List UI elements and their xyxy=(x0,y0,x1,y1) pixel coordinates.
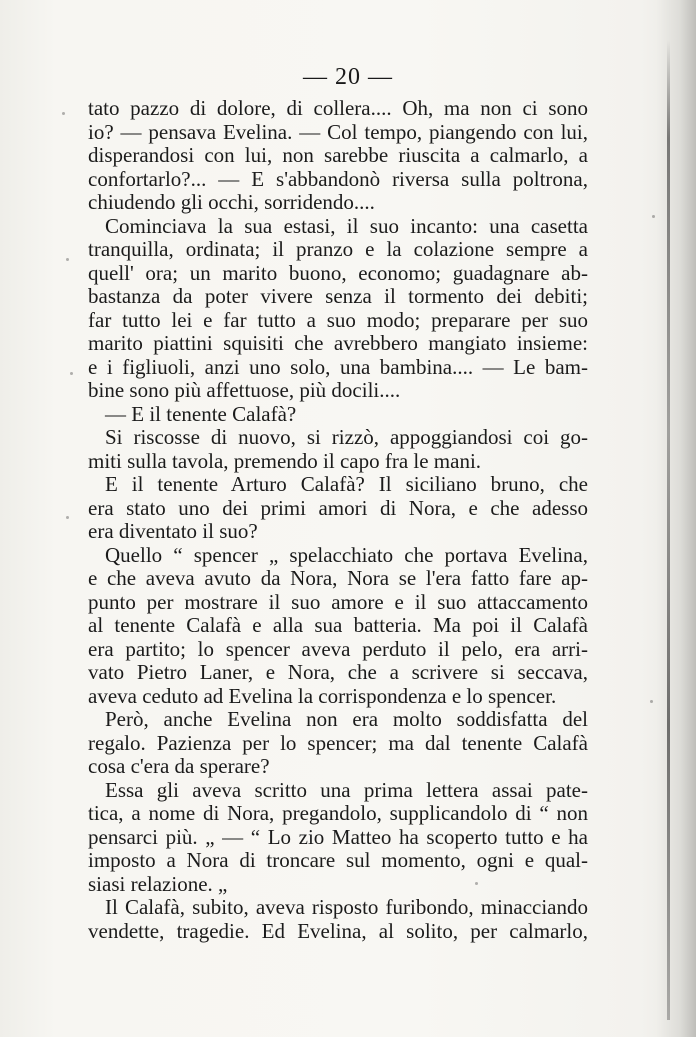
text-line: marito piattini squisiti che avrebbero mangiato insieme: xyxy=(88,331,588,355)
text-line: miti sulla tavola, premendo il capo fra le mani. xyxy=(88,448,482,473)
scan-speck xyxy=(66,258,69,261)
paragraph-7 xyxy=(88,708,588,779)
text-line: tranquilla, ordinata; il pranzo e la colazione sempre a xyxy=(88,237,588,261)
text-line: era partito; lo spencer aveva perduto il pelo, era arri- xyxy=(88,636,588,661)
text-line: cosa c'era da sperare? xyxy=(88,754,270,778)
paragraph-3 xyxy=(88,403,588,427)
paragraph-8 xyxy=(88,779,588,897)
text-line: confortarlo?... — E s'abbandonò riversa sulla poltrona, xyxy=(88,166,588,191)
text-line: punto per mostrare il suo amore e il suo attaccamento xyxy=(88,589,588,614)
scan-speck xyxy=(650,700,653,703)
text-line: bastanza da poter vivere senza il tormento dei debiti; xyxy=(88,284,588,308)
paragraph-5 xyxy=(88,473,588,544)
text-line: pensarci più. „ — “ Lo zio Matteo ha scoperto tutto e ha xyxy=(88,824,588,849)
text-line: era diventato il suo? xyxy=(88,519,258,543)
text-line: Però, anche Evelina non era molto soddisfatta del xyxy=(105,707,588,731)
text-line: Si riscosse di nuovo, si rizzò, appoggiandosi coi go- xyxy=(105,425,588,449)
text-line: e i figliuoli, anzi uno solo, una bambina.... — Le bam- xyxy=(88,354,588,379)
scan-speck xyxy=(652,215,655,218)
paragraph-9 xyxy=(88,896,588,943)
text-line: era stato uno dei primi amori di Nora, e che adesso xyxy=(88,495,588,520)
text-line: chiudendo gli occhi, sorridendo.... xyxy=(88,190,375,214)
text-line: far tutto lei e far tutto a suo modo; preparare per suo xyxy=(88,307,588,332)
text-line: Essa gli aveva scritto una prima lettera assai pate- xyxy=(105,777,588,802)
page-gutter-shadow xyxy=(656,0,696,1037)
text-line: bine sono più affettuose, più docili.... xyxy=(88,378,401,402)
scan-speck xyxy=(70,372,73,375)
text-line: tica, a nome di Nora, pregandolo, supplicandolo di “ non xyxy=(88,801,588,825)
scan-speck xyxy=(66,516,69,519)
text-line: E il tenente Arturo Calafà? Il siciliano bruno, che xyxy=(105,472,588,496)
text-line: imposto a Nora di troncare sul momento, ogni e qual- xyxy=(88,848,588,872)
paragraph-4 xyxy=(88,426,588,473)
text-line: tato pazzo di dolore, di collera.... Oh, ma non ci sono xyxy=(88,96,588,120)
body-text xyxy=(88,97,588,943)
text-line: siasi relazione. „ xyxy=(88,871,228,896)
text-line: Cominciava la sua estasi, il suo incanto: una casetta xyxy=(105,213,588,238)
text-line: io? — pensava Evelina. — Col tempo, piangendo con lui, xyxy=(88,119,588,144)
scan-speck xyxy=(62,112,65,115)
text-line: aveva ceduto ad Evelina la corrispondenza e lo spencer. xyxy=(88,683,557,708)
text-line: al tenente Calafà e alla sua batteria. Ma poi il Calafà xyxy=(88,613,588,637)
text-line: vato Pietro Laner, e Nora, che a scrivere si seccava, xyxy=(88,660,588,684)
scan-speck xyxy=(475,882,478,885)
paragraph-1 xyxy=(88,97,588,215)
paragraph-6 xyxy=(88,544,588,709)
text-line: Quello “ spencer „ spelacchiato che portava Evelina, xyxy=(105,542,588,567)
text-line: disperandosi con lui, non sarebbe riuscita a calmarlo, a xyxy=(88,143,588,167)
page-number: — 20 — xyxy=(303,64,393,90)
text-line: quell' ora; un marito buono, economo; guadagnare ab- xyxy=(88,260,588,285)
text-line: e che aveva avuto da Nora, Nora se l'era fatto fare ap- xyxy=(88,566,588,590)
text-line: Il Calafà, subito, aveva risposto furibondo, minacciando xyxy=(105,895,588,919)
binding-edge xyxy=(667,40,670,1020)
text-line: vendette, tragedie. Ed Evelina, al solito, per calmarlo, xyxy=(88,918,588,943)
paragraph-2 xyxy=(88,215,588,403)
text-line: — E il tenente Calafà? xyxy=(105,401,297,426)
text-line: regalo. Pazienza per lo spencer; ma dal tenente Calafà xyxy=(88,730,588,755)
